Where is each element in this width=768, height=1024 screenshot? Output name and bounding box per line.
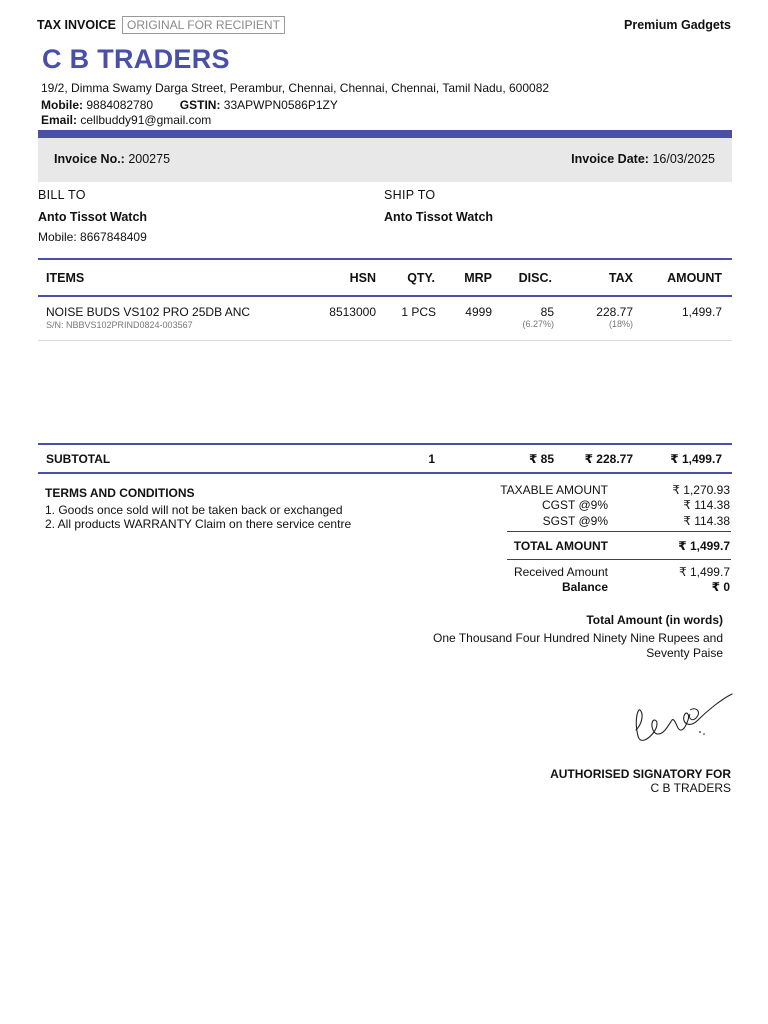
seller-address: 19/2, Dimma Swamy Darga Street, Perambur, Chennai, Chennai, Chennai, Tamil Nadu, 600082 [41, 81, 550, 95]
sgst-value: ₹ 114.38 [683, 514, 730, 528]
table-header-rule [38, 295, 732, 297]
balance-label: Balance [561, 580, 608, 594]
item-name: NOISE BUDS VS102 PRO 25DB ANC [46, 305, 251, 319]
total-top-rule [507, 531, 731, 532]
seller-mobile-label: Mobile: [41, 98, 83, 112]
item-serial: S/N: NBBVS102PRIND0824-003567 [46, 320, 193, 330]
item-qty: 1 PCS [401, 305, 436, 319]
signature-image [628, 690, 734, 748]
terms-line: 1. Goods once sold will not be taken back or exchanged [45, 503, 343, 517]
seller-mobile: 9884082780 [86, 98, 154, 112]
terms-line: 2. All products WARRANTY Claim on there service centre [45, 517, 352, 531]
subtotal-disc: ₹ 85 [528, 452, 554, 466]
taxable-label: TAXABLE AMOUNT [500, 483, 608, 497]
col-items: ITEMS [46, 271, 85, 285]
amount-words: One Thousand Four Hundred Ninety Nine Rupees and Seventy Paise [433, 631, 723, 660]
cgst-value: ₹ 114.38 [683, 498, 730, 512]
bill-to-title: BILL TO [38, 188, 86, 202]
subtotal-top-rule [38, 443, 732, 445]
subtotal-label: SUBTOTAL [46, 452, 111, 466]
subtotal-tax: ₹ 228.77 [584, 452, 633, 466]
signatory-company: C B TRADERS [650, 781, 731, 795]
seller-gstin: 33APWPN0586P1ZY [223, 98, 338, 112]
invoice-date-label: Invoice Date: [571, 152, 649, 166]
row-divider [38, 340, 732, 341]
doc-type-title: TAX INVOICE [37, 18, 116, 32]
col-hsn: HSN [349, 271, 376, 285]
taxable-value: ₹ 1,270.93 [672, 483, 730, 497]
received-value: ₹ 1,499.7 [678, 565, 730, 579]
col-tax: TAX [608, 271, 633, 285]
ship-to-name: Anto Tissot Watch [384, 210, 494, 224]
seller-email-label: Email: [41, 113, 78, 127]
subtotal-bottom-rule [38, 472, 732, 474]
subtotal-amount: ₹ 1,499.7 [670, 452, 722, 466]
invoice-date [571, 152, 715, 166]
terms-title: TERMS AND CONDITIONS [45, 486, 195, 500]
item-hsn: 8513000 [329, 305, 376, 319]
col-qty: QTY. [407, 271, 435, 285]
seller-email: cellbuddy91@gmail.com [80, 113, 212, 127]
seller-gstin-label: GSTIN: [179, 98, 221, 112]
col-disc: DISC. [518, 271, 552, 285]
total-value: ₹ 1,499.7 [678, 539, 730, 553]
balance-value: ₹ 0 [711, 580, 730, 594]
total-label: TOTAL AMOUNT [513, 539, 608, 553]
table-top-rule [38, 258, 732, 260]
total-bottom-rule [507, 559, 731, 560]
received-label: Received Amount [513, 565, 608, 579]
sgst-label: SGST @9% [542, 514, 608, 528]
item-tax-pct: (18%) [608, 319, 633, 329]
seller-contact-line [41, 98, 338, 112]
bill-to-mobile-value: 8667848409 [80, 230, 147, 244]
invoice-number-value: 200275 [128, 152, 171, 166]
accent-bar [38, 130, 732, 138]
item-disc: 85 [540, 305, 554, 319]
invoice-number [54, 152, 170, 166]
bill-to-mobile [38, 230, 147, 244]
col-amount: AMOUNT [667, 271, 722, 285]
invoice-number-label: Invoice No.: [54, 152, 125, 166]
item-disc-pct: (6.27%) [522, 319, 554, 329]
cgst-label: CGST @9% [542, 498, 608, 512]
brand-name: Premium Gadgets [624, 18, 731, 32]
item-tax: 228.77 [596, 305, 633, 319]
invoice-date-value: 16/03/2025 [652, 152, 715, 166]
bill-to-name: Anto Tissot Watch [38, 210, 148, 224]
amount-words-label: Total Amount (in words) [586, 613, 723, 627]
copy-badge: ORIGINAL FOR RECIPIENT [122, 16, 285, 34]
item-amount: 1,499.7 [681, 305, 722, 319]
subtotal-qty: 1 [428, 452, 435, 466]
ship-to-title: SHIP TO [384, 188, 436, 202]
col-mrp: MRP [464, 271, 492, 285]
bill-to-mobile-label: Mobile: [38, 230, 77, 244]
seller-email-line [41, 113, 211, 127]
item-mrp: 4999 [465, 305, 492, 319]
signatory-label: AUTHORISED SIGNATORY FOR [550, 767, 731, 781]
seller-name: C B TRADERS [42, 44, 230, 74]
